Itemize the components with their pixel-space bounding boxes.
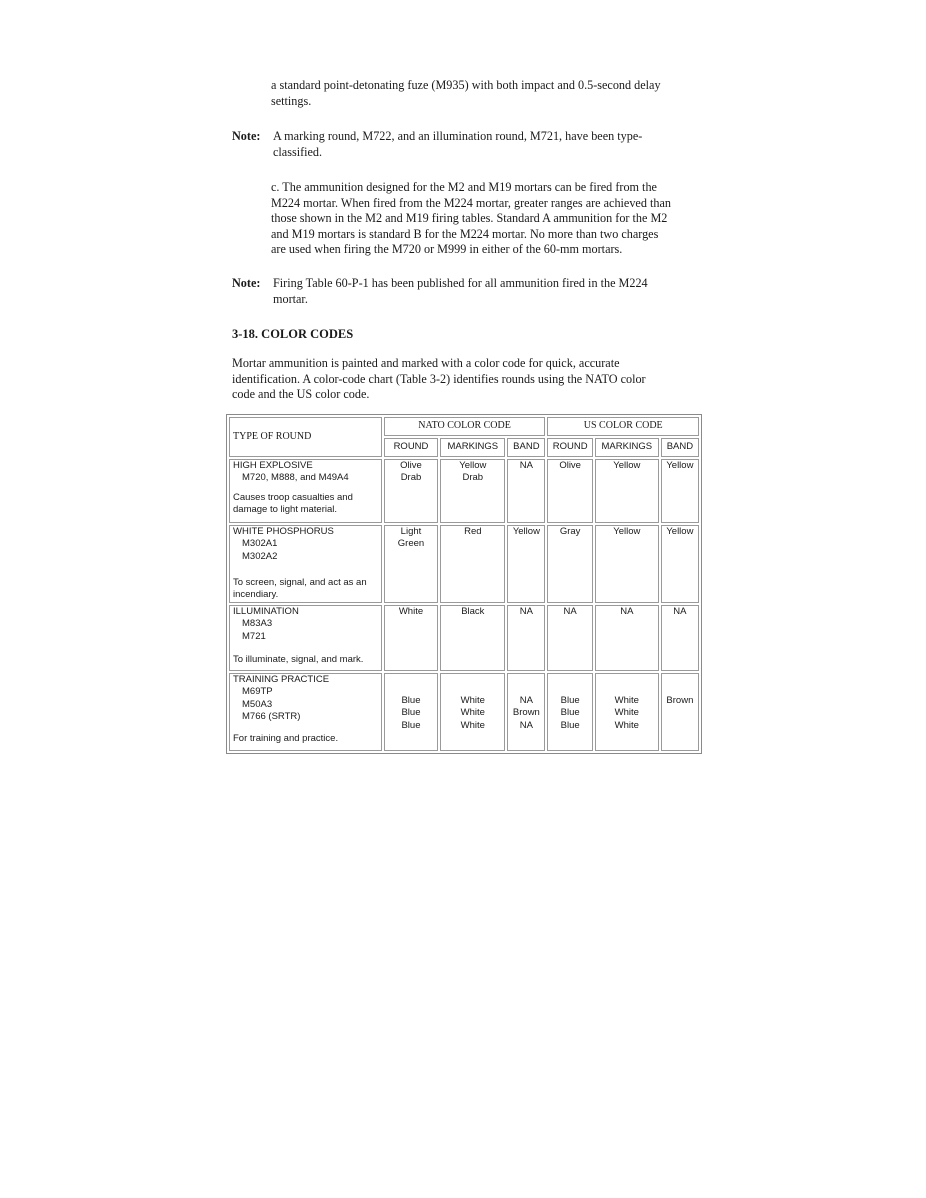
paragraph-c: [271, 180, 671, 258]
us-markings-cell: NA: [595, 605, 659, 671]
paragraph-c-line-1: c. The ammunition designed for the M2 and M19 mortars can be fired from the: [271, 180, 657, 194]
round-model: M721: [242, 630, 266, 642]
us-band-cell: NA: [661, 605, 699, 671]
paragraph-c-line-4: and M19 mortars is standard B for the M224 mortar. No more than two charges: [271, 226, 659, 241]
us-markings-header: MARKINGS: [595, 438, 659, 457]
nato-markings-cell: Red: [440, 525, 505, 603]
nato-band-header: BAND: [507, 438, 545, 457]
note-2-text: [273, 276, 648, 307]
nato-round-header: ROUND: [384, 438, 439, 457]
nato-round-cell: Olive Drab: [384, 459, 439, 523]
us-round-cell: NA: [547, 605, 592, 671]
nato-band-cell: NA Brown NA: [507, 673, 545, 751]
nato-color-code-header: NATO COLOR CODE: [384, 417, 546, 436]
round-type-cell: [229, 673, 382, 751]
note-2-line-1: Firing Table 60-P-1 has been published for all ammunition fired in the M224: [273, 276, 648, 290]
round-description: For training and practice.: [233, 733, 339, 745]
us-markings-cell: Yellow: [595, 459, 659, 523]
nato-markings-header: MARKINGS: [440, 438, 505, 457]
round-model: M302A1: [242, 538, 278, 550]
nato-markings-cell: Yellow Drab: [440, 459, 505, 523]
nato-band-cell: Yellow: [507, 525, 545, 603]
note-1-line-2: classified.: [273, 144, 323, 159]
nato-band-cell: NA: [507, 459, 545, 523]
section-paragraph: [232, 356, 646, 403]
us-round-header: ROUND: [547, 438, 592, 457]
nato-round-cell: White: [384, 605, 439, 671]
note-1-line-1: A marking round, M722, and an illumination round, M721, have been type-: [273, 129, 643, 143]
round-category: TRAINING PRACTICE: [233, 674, 330, 685]
note-1-text: [273, 129, 642, 160]
round-model: M50A3: [242, 698, 273, 710]
type-of-round-header: TYPE OF ROUND: [229, 417, 382, 457]
round-type-cell: [229, 605, 382, 671]
table-row: [229, 605, 699, 671]
intro-line-2: settings.: [271, 93, 312, 108]
section-line-1: Mortar ammunition is painted and marked with a color code for quick, accurate: [232, 356, 620, 370]
round-category: WHITE PHOSPHORUS: [233, 526, 334, 537]
round-type-cell: [229, 459, 382, 523]
table-row: [229, 459, 699, 523]
section-heading: 3-18. COLOR CODES: [232, 327, 354, 341]
nato-markings-cell: Black: [440, 605, 505, 671]
round-description: To illuminate, signal, and mark.: [233, 653, 364, 665]
nato-band-cell: NA: [507, 605, 545, 671]
paragraph-c-line-2: M224 mortar. When fired from the M224 mortar, greater ranges are achieved than: [271, 195, 671, 210]
note-1-label: Note:: [232, 129, 261, 143]
section-line-2: identification. A color-code chart (Table 3-2) identifies rounds using the NATO color: [232, 371, 646, 386]
table-row: [229, 673, 699, 751]
round-description: To screen, signal, and act as an incendiary.: [233, 576, 367, 601]
round-model: M69TP: [242, 686, 273, 698]
us-round-cell: Blue Blue Blue: [547, 673, 592, 751]
round-model: M302A2: [242, 550, 278, 562]
note-2-line-2: mortar.: [273, 291, 308, 306]
us-band-cell: Yellow: [661, 459, 699, 523]
us-markings-cell: White White White: [595, 673, 659, 751]
us-band-cell: Yellow: [661, 525, 699, 603]
us-markings-cell: Yellow: [595, 525, 659, 603]
round-description: Causes troop casualties and damage to light material.: [233, 491, 353, 515]
round-category: HIGH EXPLOSIVE: [233, 460, 313, 471]
round-category: ILLUMINATION: [233, 606, 299, 617]
intro-line-1: a standard point-detonating fuze (M935) with both impact and 0.5-second delay: [271, 78, 661, 92]
us-round-cell: Gray: [547, 525, 592, 603]
round-type-cell: [229, 525, 382, 603]
note-2-label: Note:: [232, 276, 261, 290]
section-line-3: code and the US color code.: [232, 387, 370, 401]
us-band-header: BAND: [661, 438, 699, 457]
round-model: M83A3: [242, 618, 273, 630]
table-row: [229, 525, 699, 603]
us-color-code-header: US COLOR CODE: [547, 417, 699, 436]
intro-paragraph: [271, 78, 661, 109]
table-header-row: [229, 417, 699, 436]
nato-round-cell: Light Green: [384, 525, 439, 603]
nato-markings-cell: White White White: [440, 673, 505, 751]
round-model: M720, M888, and M49A4: [242, 472, 349, 484]
color-code-table: [226, 414, 702, 754]
nato-round-cell: Blue Blue Blue: [384, 673, 439, 751]
us-band-cell: Brown: [661, 673, 699, 751]
paragraph-c-line-3: those shown in the M2 and M19 firing tables. Standard A ammunition for the M2: [271, 211, 668, 225]
us-round-cell: Olive: [547, 459, 592, 523]
round-model: M766 (SRTR): [242, 710, 301, 722]
paragraph-c-line-5: are used when firing the M720 or M999 in either of the 60-mm mortars.: [271, 242, 623, 256]
